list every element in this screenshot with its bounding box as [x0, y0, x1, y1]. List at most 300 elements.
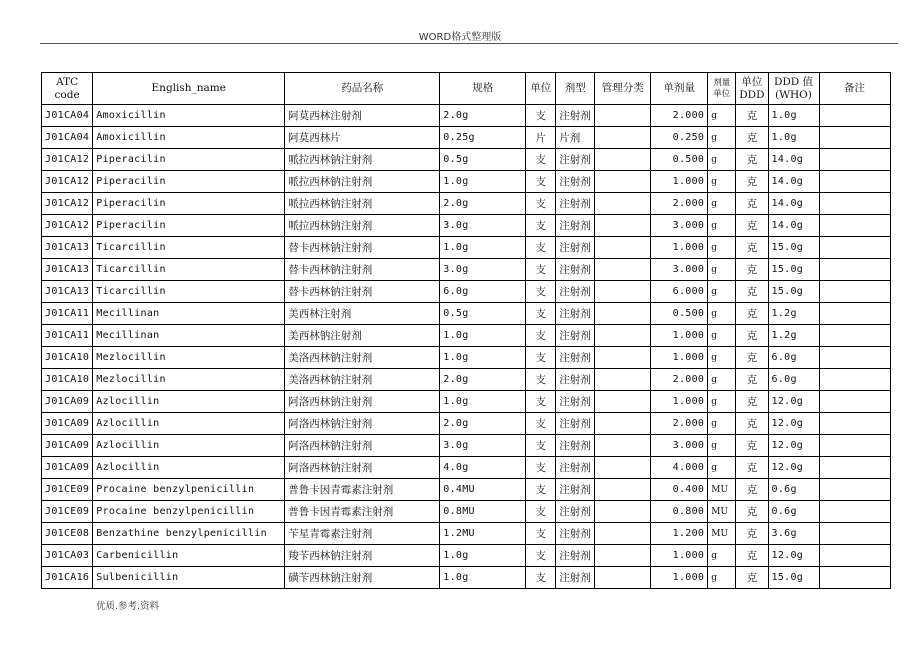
cell-note: [819, 105, 890, 127]
table-row: [42, 457, 891, 479]
header-english-name: English_name: [93, 73, 285, 105]
cell-spec: 0.4MU: [440, 479, 526, 501]
cell-ddd-unit: 克: [736, 501, 768, 523]
cell-atc-code: J01CA12: [42, 215, 93, 237]
cell-spec: 1.0g: [440, 347, 526, 369]
cell-note: [819, 479, 890, 501]
cell-dose-unit: g: [708, 457, 736, 479]
table-row: [42, 501, 891, 523]
cell-form: 注射剂: [556, 413, 595, 435]
cell-category: [595, 567, 651, 589]
cell-chinese-name: 哌拉西林钠注射剂: [285, 149, 440, 171]
cell-unit: 支: [526, 479, 556, 501]
cell-chinese-name: 替卡西林钠注射剂: [285, 259, 440, 281]
cell-ddd-unit: 克: [736, 435, 768, 457]
cell-chinese-name: 美西林注射剂: [285, 303, 440, 325]
cell-atc-code: J01CA03: [42, 545, 93, 567]
cell-english-name: Azlocillin: [93, 435, 285, 457]
cell-unit: 支: [526, 545, 556, 567]
cell-ddd-value: 15.0g: [768, 259, 819, 281]
cell-spec: 2.0g: [440, 105, 526, 127]
table-row: [42, 259, 891, 281]
cell-category: [595, 171, 651, 193]
cell-dose: 1.200: [651, 523, 708, 545]
cell-note: [819, 259, 890, 281]
cell-atc-code: J01CA09: [42, 435, 93, 457]
cell-spec: 3.0g: [440, 215, 526, 237]
cell-english-name: Piperacilin: [93, 171, 285, 193]
cell-ddd-value: 15.0g: [768, 567, 819, 589]
cell-note: [819, 369, 890, 391]
cell-unit: 支: [526, 259, 556, 281]
table-row: [42, 127, 891, 149]
cell-category: [595, 501, 651, 523]
cell-category: [595, 281, 651, 303]
cell-spec: 6.0g: [440, 281, 526, 303]
cell-atc-code: J01CA09: [42, 413, 93, 435]
cell-note: [819, 391, 890, 413]
cell-spec: 1.0g: [440, 545, 526, 567]
cell-form: 注射剂: [556, 545, 595, 567]
cell-ddd-value: 12.0g: [768, 545, 819, 567]
header-unit: 单位: [526, 73, 556, 105]
cell-spec: 2.0g: [440, 193, 526, 215]
table-row: [42, 545, 891, 567]
cell-chinese-name: 美西林钠注射剂: [285, 325, 440, 347]
cell-form: 注射剂: [556, 479, 595, 501]
cell-form: 注射剂: [556, 171, 595, 193]
cell-spec: 0.25g: [440, 127, 526, 149]
cell-form: 注射剂: [556, 259, 595, 281]
cell-ddd-value: 0.6g: [768, 501, 819, 523]
cell-atc-code: J01CA09: [42, 391, 93, 413]
cell-chinese-name: 美洛西林钠注射剂: [285, 369, 440, 391]
cell-dose-unit: g: [708, 171, 736, 193]
cell-atc-code: J01CA12: [42, 149, 93, 171]
cell-form: 注射剂: [556, 391, 595, 413]
cell-ddd-value: 12.0g: [768, 435, 819, 457]
cell-dose: 2.000: [651, 369, 708, 391]
cell-form: 注射剂: [556, 501, 595, 523]
cell-category: [595, 193, 651, 215]
cell-dose-unit: MU: [708, 501, 736, 523]
cell-note: [819, 303, 890, 325]
cell-dose-unit: g: [708, 193, 736, 215]
cell-atc-code: J01CA09: [42, 457, 93, 479]
cell-dose-unit: g: [708, 567, 736, 589]
cell-chinese-name: 苄星青霉素注射剂: [285, 523, 440, 545]
cell-form: 注射剂: [556, 369, 595, 391]
cell-form: 注射剂: [556, 457, 595, 479]
cell-dose: 3.000: [651, 435, 708, 457]
cell-atc-code: J01CA13: [42, 237, 93, 259]
cell-category: [595, 149, 651, 171]
cell-dose-unit: g: [708, 325, 736, 347]
header-atc-code: ATC code: [42, 73, 93, 105]
cell-dose: 3.000: [651, 259, 708, 281]
cell-form: 注射剂: [556, 523, 595, 545]
page-footer-text: 优质.参考.资料: [96, 601, 160, 612]
cell-ddd-value: 14.0g: [768, 193, 819, 215]
cell-form: 注射剂: [556, 325, 595, 347]
cell-english-name: Ticarcillin: [93, 281, 285, 303]
cell-chinese-name: 美洛西林钠注射剂: [285, 347, 440, 369]
cell-category: [595, 369, 651, 391]
cell-ddd-unit: 克: [736, 347, 768, 369]
cell-spec: 3.0g: [440, 259, 526, 281]
drug-ddd-table: [41, 72, 891, 589]
cell-note: [819, 127, 890, 149]
cell-spec: 1.0g: [440, 391, 526, 413]
cell-atc-code: J01CA04: [42, 105, 93, 127]
table-row: [42, 215, 891, 237]
cell-unit: 支: [526, 171, 556, 193]
cell-dose-unit: g: [708, 391, 736, 413]
cell-spec: 0.5g: [440, 149, 526, 171]
cell-dose: 0.400: [651, 479, 708, 501]
cell-unit: 支: [526, 413, 556, 435]
cell-spec: 4.0g: [440, 457, 526, 479]
cell-form: 注射剂: [556, 193, 595, 215]
cell-ddd-value: 0.6g: [768, 479, 819, 501]
table-row: [42, 567, 891, 589]
cell-dose: 1.000: [651, 567, 708, 589]
cell-form: 注射剂: [556, 215, 595, 237]
cell-unit: 支: [526, 369, 556, 391]
cell-ddd-value: 14.0g: [768, 149, 819, 171]
cell-category: [595, 457, 651, 479]
cell-unit: 支: [526, 567, 556, 589]
cell-note: [819, 325, 890, 347]
cell-note: [819, 237, 890, 259]
cell-unit: 支: [526, 435, 556, 457]
cell-atc-code: J01CE08: [42, 523, 93, 545]
cell-chinese-name: 阿莫西林注射剂: [285, 105, 440, 127]
cell-spec: 1.0g: [440, 237, 526, 259]
table-row: [42, 347, 891, 369]
cell-english-name: Azlocillin: [93, 413, 285, 435]
cell-atc-code: J01CA16: [42, 567, 93, 589]
cell-category: [595, 127, 651, 149]
cell-chinese-name: 普鲁卡因青霉素注射剂: [285, 501, 440, 523]
cell-spec: 1.0g: [440, 325, 526, 347]
cell-dose: 1.000: [651, 545, 708, 567]
cell-form: 注射剂: [556, 149, 595, 171]
cell-spec: 1.0g: [440, 171, 526, 193]
cell-ddd-unit: 克: [736, 369, 768, 391]
cell-ddd-value: 1.0g: [768, 105, 819, 127]
cell-english-name: Ticarcillin: [93, 237, 285, 259]
cell-atc-code: J01CA10: [42, 369, 93, 391]
cell-form: 注射剂: [556, 303, 595, 325]
cell-chinese-name: 磺苄西林钠注射剂: [285, 567, 440, 589]
cell-unit: 支: [526, 105, 556, 127]
cell-ddd-unit: 克: [736, 237, 768, 259]
cell-note: [819, 193, 890, 215]
cell-chinese-name: 阿洛西林钠注射剂: [285, 413, 440, 435]
cell-english-name: Amoxicillin: [93, 105, 285, 127]
header-dose: 单剂量: [651, 73, 708, 105]
cell-dose: 2.000: [651, 105, 708, 127]
cell-dose: 1.000: [651, 347, 708, 369]
table-row: [42, 303, 891, 325]
cell-ddd-value: 1.0g: [768, 127, 819, 149]
cell-note: [819, 457, 890, 479]
table-row: [42, 105, 891, 127]
cell-form: 注射剂: [556, 237, 595, 259]
table-row: [42, 325, 891, 347]
table-row: [42, 149, 891, 171]
cell-dose-unit: g: [708, 149, 736, 171]
cell-dose-unit: g: [708, 369, 736, 391]
cell-ddd-value: 15.0g: [768, 281, 819, 303]
cell-unit: 支: [526, 457, 556, 479]
page-header-title: WORD格式整理版: [418, 32, 502, 43]
cell-english-name: Mezlocillin: [93, 369, 285, 391]
cell-chinese-name: 哌拉西林钠注射剂: [285, 171, 440, 193]
cell-category: [595, 105, 651, 127]
cell-dose-unit: g: [708, 435, 736, 457]
cell-unit: 支: [526, 501, 556, 523]
cell-dose: 3.000: [651, 215, 708, 237]
cell-english-name: Amoxicillin: [93, 127, 285, 149]
cell-category: [595, 435, 651, 457]
cell-category: [595, 479, 651, 501]
cell-category: [595, 237, 651, 259]
cell-ddd-unit: 克: [736, 193, 768, 215]
cell-ddd-value: 6.0g: [768, 347, 819, 369]
table-row: [42, 391, 891, 413]
cell-ddd-unit: 克: [736, 171, 768, 193]
cell-note: [819, 281, 890, 303]
cell-ddd-value: 14.0g: [768, 215, 819, 237]
table-row: [42, 171, 891, 193]
header-form: 剂型: [556, 73, 595, 105]
cell-spec: 2.0g: [440, 413, 526, 435]
cell-dose: 0.500: [651, 303, 708, 325]
cell-note: [819, 435, 890, 457]
cell-ddd-unit: 克: [736, 567, 768, 589]
cell-english-name: Procaine benzylpenicillin: [93, 501, 285, 523]
header-dose-unit: 剂量 单位: [708, 73, 736, 105]
cell-english-name: Procaine benzylpenicillin: [93, 479, 285, 501]
cell-dose: 6.000: [651, 281, 708, 303]
cell-english-name: Piperacilin: [93, 193, 285, 215]
cell-category: [595, 259, 651, 281]
cell-ddd-unit: 克: [736, 259, 768, 281]
cell-chinese-name: 哌拉西林钠注射剂: [285, 193, 440, 215]
cell-note: [819, 215, 890, 237]
cell-note: [819, 347, 890, 369]
cell-dose-unit: g: [708, 105, 736, 127]
cell-category: [595, 303, 651, 325]
cell-form: 注射剂: [556, 435, 595, 457]
cell-ddd-unit: 克: [736, 127, 768, 149]
cell-atc-code: J01CE09: [42, 479, 93, 501]
cell-ddd-value: 14.0g: [768, 171, 819, 193]
cell-spec: 1.0g: [440, 567, 526, 589]
cell-note: [819, 545, 890, 567]
cell-ddd-unit: 克: [736, 523, 768, 545]
cell-unit: 支: [526, 523, 556, 545]
cell-note: [819, 149, 890, 171]
cell-form: 片剂: [556, 127, 595, 149]
cell-chinese-name: 羧苄西林钠注射剂: [285, 545, 440, 567]
cell-ddd-unit: 克: [736, 303, 768, 325]
cell-ddd-unit: 克: [736, 545, 768, 567]
cell-note: [819, 413, 890, 435]
cell-atc-code: J01CA11: [42, 303, 93, 325]
table-row: [42, 435, 891, 457]
cell-dose-unit: g: [708, 347, 736, 369]
cell-unit: 支: [526, 391, 556, 413]
cell-chinese-name: 阿莫西林片: [285, 127, 440, 149]
cell-form: 注射剂: [556, 567, 595, 589]
table-row: [42, 369, 891, 391]
cell-dose-unit: MU: [708, 479, 736, 501]
cell-dose-unit: g: [708, 545, 736, 567]
cell-form: 注射剂: [556, 105, 595, 127]
cell-english-name: Azlocillin: [93, 391, 285, 413]
cell-dose-unit: g: [708, 413, 736, 435]
cell-unit: 支: [526, 303, 556, 325]
cell-dose: 1.000: [651, 171, 708, 193]
cell-english-name: Mezlocillin: [93, 347, 285, 369]
cell-note: [819, 567, 890, 589]
cell-english-name: Azlocillin: [93, 457, 285, 479]
cell-dose-unit: g: [708, 215, 736, 237]
cell-dose: 1.000: [651, 391, 708, 413]
cell-dose-unit: MU: [708, 523, 736, 545]
table-header-row: [42, 73, 891, 105]
header-note: 备注: [819, 73, 890, 105]
cell-dose-unit: g: [708, 237, 736, 259]
table-row: [42, 523, 891, 545]
cell-chinese-name: 阿洛西林钠注射剂: [285, 391, 440, 413]
cell-english-name: Mecillinan: [93, 303, 285, 325]
cell-english-name: Ticarcillin: [93, 259, 285, 281]
cell-ddd-unit: 克: [736, 325, 768, 347]
cell-english-name: Sulbenicillin: [93, 567, 285, 589]
cell-spec: 2.0g: [440, 369, 526, 391]
cell-ddd-value: 15.0g: [768, 237, 819, 259]
cell-english-name: Piperacilin: [93, 215, 285, 237]
cell-category: [595, 413, 651, 435]
cell-unit: 支: [526, 215, 556, 237]
cell-atc-code: J01CA13: [42, 281, 93, 303]
cell-chinese-name: 哌拉西林钠注射剂: [285, 215, 440, 237]
cell-note: [819, 523, 890, 545]
cell-unit: 支: [526, 281, 556, 303]
cell-dose: 1.000: [651, 325, 708, 347]
cell-dose: 2.000: [651, 193, 708, 215]
cell-ddd-unit: 克: [736, 413, 768, 435]
cell-atc-code: J01CE09: [42, 501, 93, 523]
cell-ddd-value: 1.2g: [768, 325, 819, 347]
cell-chinese-name: 替卡西林钠注射剂: [285, 237, 440, 259]
cell-english-name: Piperacilin: [93, 149, 285, 171]
cell-dose-unit: g: [708, 281, 736, 303]
cell-ddd-unit: 克: [736, 281, 768, 303]
cell-chinese-name: 普鲁卡因青霉素注射剂: [285, 479, 440, 501]
table-row: [42, 237, 891, 259]
table-body: [42, 105, 891, 589]
cell-atc-code: J01CA12: [42, 193, 93, 215]
table-row: [42, 479, 891, 501]
cell-chinese-name: 阿洛西林钠注射剂: [285, 435, 440, 457]
cell-category: [595, 545, 651, 567]
cell-ddd-unit: 克: [736, 457, 768, 479]
cell-unit: 支: [526, 193, 556, 215]
cell-ddd-value: 1.2g: [768, 303, 819, 325]
cell-category: [595, 391, 651, 413]
cell-dose: 0.500: [651, 149, 708, 171]
cell-dose-unit: g: [708, 127, 736, 149]
header-ddd-value: DDD 值 (WHO): [768, 73, 819, 105]
cell-atc-code: J01CA11: [42, 325, 93, 347]
cell-ddd-unit: 克: [736, 105, 768, 127]
cell-spec: 3.0g: [440, 435, 526, 457]
cell-english-name: Mecillinan: [93, 325, 285, 347]
cell-note: [819, 171, 890, 193]
header-category: 管理分类: [595, 73, 651, 105]
table-row: [42, 193, 891, 215]
cell-dose-unit: g: [708, 259, 736, 281]
cell-ddd-unit: 克: [736, 149, 768, 171]
cell-spec: 0.5g: [440, 303, 526, 325]
cell-category: [595, 523, 651, 545]
cell-english-name: Carbenicillin: [93, 545, 285, 567]
cell-atc-code: J01CA13: [42, 259, 93, 281]
cell-spec: 1.2MU: [440, 523, 526, 545]
cell-spec: 0.8MU: [440, 501, 526, 523]
cell-ddd-unit: 克: [736, 391, 768, 413]
cell-ddd-value: 12.0g: [768, 391, 819, 413]
cell-category: [595, 347, 651, 369]
cell-chinese-name: 替卡西林钠注射剂: [285, 281, 440, 303]
header-ddd-unit: 单位 DDD: [736, 73, 768, 105]
cell-dose: 0.800: [651, 501, 708, 523]
cell-category: [595, 325, 651, 347]
cell-form: 注射剂: [556, 347, 595, 369]
cell-ddd-value: 6.0g: [768, 369, 819, 391]
cell-chinese-name: 阿洛西林钠注射剂: [285, 457, 440, 479]
cell-ddd-value: 3.6g: [768, 523, 819, 545]
cell-dose: 2.000: [651, 413, 708, 435]
table-row: [42, 281, 891, 303]
header-chinese-name: 药品名称: [285, 73, 440, 105]
cell-dose-unit: g: [708, 303, 736, 325]
cell-unit: 支: [526, 347, 556, 369]
cell-ddd-value: 12.0g: [768, 457, 819, 479]
cell-unit: 支: [526, 149, 556, 171]
cell-note: [819, 501, 890, 523]
cell-english-name: Benzathine benzylpenicillin: [93, 523, 285, 545]
cell-atc-code: J01CA10: [42, 347, 93, 369]
cell-unit: 支: [526, 325, 556, 347]
cell-dose: 4.000: [651, 457, 708, 479]
cell-ddd-unit: 克: [736, 215, 768, 237]
cell-atc-code: J01CA04: [42, 127, 93, 149]
cell-category: [595, 215, 651, 237]
header-rule: [40, 43, 898, 44]
cell-dose: 0.250: [651, 127, 708, 149]
cell-unit: 支: [526, 237, 556, 259]
cell-ddd-value: 12.0g: [768, 413, 819, 435]
cell-form: 注射剂: [556, 281, 595, 303]
header-spec: 规格: [440, 73, 526, 105]
cell-ddd-unit: 克: [736, 479, 768, 501]
